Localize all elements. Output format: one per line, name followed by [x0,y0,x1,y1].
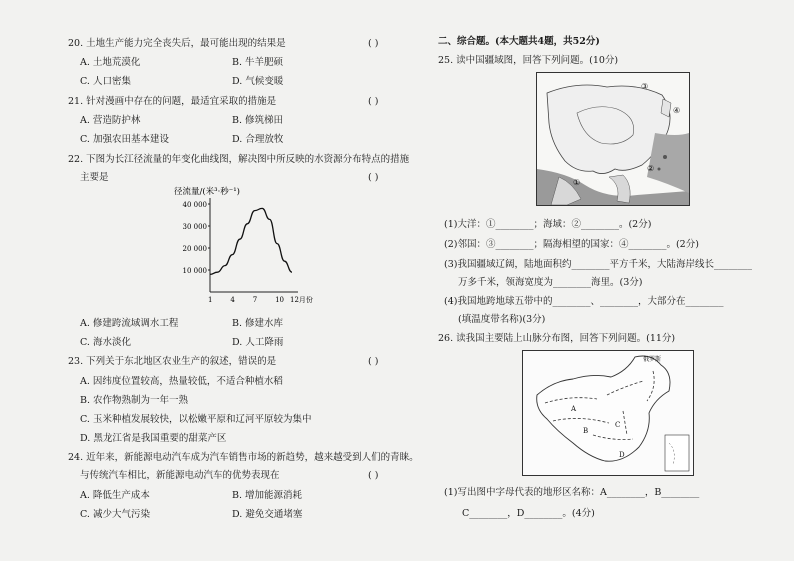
q21-option-a: A. 营造防护林 [80,115,141,126]
q24-option-c: C. 减少大气污染 [80,509,150,520]
q24-answer-paren[interactable]: ( ) [368,470,379,481]
q20-option-c: C. 人口密集 [80,76,131,87]
q24-stem-line2: 与传统汽车相比，新能源电动汽车的优势表现在 [80,470,280,481]
q20-answer-paren[interactable]: ( ) [368,38,379,49]
q21-option-b: B. 修筑梯田 [232,115,284,126]
q21-option-d: D. 合理放牧 [232,134,284,145]
map1-mark-1: ① [573,178,581,187]
chart-xtick-label: 4 [230,296,235,304]
q20-option-b: B. 牛羊肥硕 [232,57,284,68]
q22-option-a: A. 修建跨流域调水工程 [80,318,179,329]
q23-option-b: B. 农作物熟制为一年一熟 [80,395,189,406]
chart-xtick-label: 1 [208,296,213,304]
q23-stem: 23. 下列关于东北地区农业生产的叙述，错误的是 [68,356,277,367]
q23-option-a: A. 因纬度位置较高，热量较低，不适合种植水稻 [80,376,283,387]
china-mountains-map-drawing [523,351,693,475]
q26-line1[interactable]: (1)写出图中字母代表的地形区名称：A________，B________ [444,487,700,498]
runoff-chart [158,184,318,308]
q22-answer-paren[interactable]: ( ) [368,172,379,183]
map2-mark-a: A [571,405,577,413]
chart-ytick-label: 30 000 [182,223,207,231]
q25-line4[interactable]: 万多千米，领海宽度为________海里。(3分) [458,277,643,288]
q26-line2[interactable]: C________，D________。(4分) [462,508,595,519]
chart-xtick-label: 10 [275,296,285,304]
chart-ytick-label: 10 000 [182,267,207,275]
q23-answer-paren[interactable]: ( ) [368,356,379,367]
chart-xtick-label: 7 [252,296,258,304]
map2-mark-d: D [619,451,625,459]
map1-mark-4: ④ [673,106,681,115]
map1-mark-2: ② [647,164,655,173]
map2-mark-b: B [583,427,589,435]
section-heading: 二、综合题。(本大题共4题，共52分) [438,36,600,47]
q25-line6: (填温度带名称)(3分) [458,314,546,325]
q20-option-a: A. 土地荒漠化 [80,57,141,68]
map2-mark-c: C [615,421,621,429]
q22-option-c: C. 海水淡化 [80,337,131,348]
q21-answer-paren[interactable]: ( ) [368,96,379,107]
q24-option-a: A. 降低生产成本 [80,490,150,501]
chart-ylabel: 径流量/(米³·秒⁻¹) [174,187,241,197]
q22-stem-line2: 主要是 [80,172,109,183]
chart-series-line [210,208,292,274]
q24-option-b: B. 增加能源消耗 [232,490,303,501]
q25-line1[interactable]: (1)大洋：①________；海域：②________。(2分) [444,219,652,230]
chart-ytick-label: 40 000 [182,201,207,209]
chart-xtick-label: 12月份 [290,296,313,304]
map1-mark-3: ③ [641,82,649,91]
q20-stem: 20. 土地生产能力完全丧失后，最可能出现的结果是 [68,38,286,49]
q25-line5[interactable]: (4)我国地跨地球五带中的________、________，大部分在________ [444,296,724,307]
q23-option-d: D. 黑龙江省是我国重要的甜菜产区 [80,433,227,444]
q23-option-c: C. 玉米种植发展较快，以松嫩平原和辽河平原较为集中 [80,414,312,425]
china-territory-map [536,72,690,206]
q26-stem: 26. 读我国主要陆上山脉分布图，回答下列问题。(11分) [438,333,676,344]
q25-line2[interactable]: (2)邻国：③________；隔海相望的国家：④________。(2分) [444,239,699,250]
q22-option-b: B. 修建水库 [232,318,284,329]
chart-ytick-label: 20 000 [182,245,207,253]
china-mountains-map [522,350,694,476]
q24-stem-line1: 24. 近年来，新能源电动汽车成为汽车销售市场的新趋势，越来越受到人们的青睐。 [68,452,419,463]
q24-option-d: D. 避免交通堵塞 [232,509,303,520]
q21-option-c: C. 加强农田基本建设 [80,134,169,145]
map2-label-russia: 俄罗斯 [643,356,662,363]
q25-stem: 25. 读中国疆域图，回答下列问题。(10分) [438,55,619,66]
q21-stem: 21. 针对漫画中存在的问题，最适宜采取的措施是 [68,96,277,107]
china-territory-map-drawing [537,73,689,205]
q20-option-d: D. 气候变暖 [232,76,284,87]
q22-stem-line1: 22. 下图为长江径流量的年变化曲线图，解决图中所反映的水资源分布特点的措施 [68,154,410,165]
q25-line3[interactable]: (3)我国疆域辽阔，陆地面积约________平方千米，大陆海岸线长________ [444,259,752,270]
q22-option-d: D. 人工降雨 [232,337,284,348]
